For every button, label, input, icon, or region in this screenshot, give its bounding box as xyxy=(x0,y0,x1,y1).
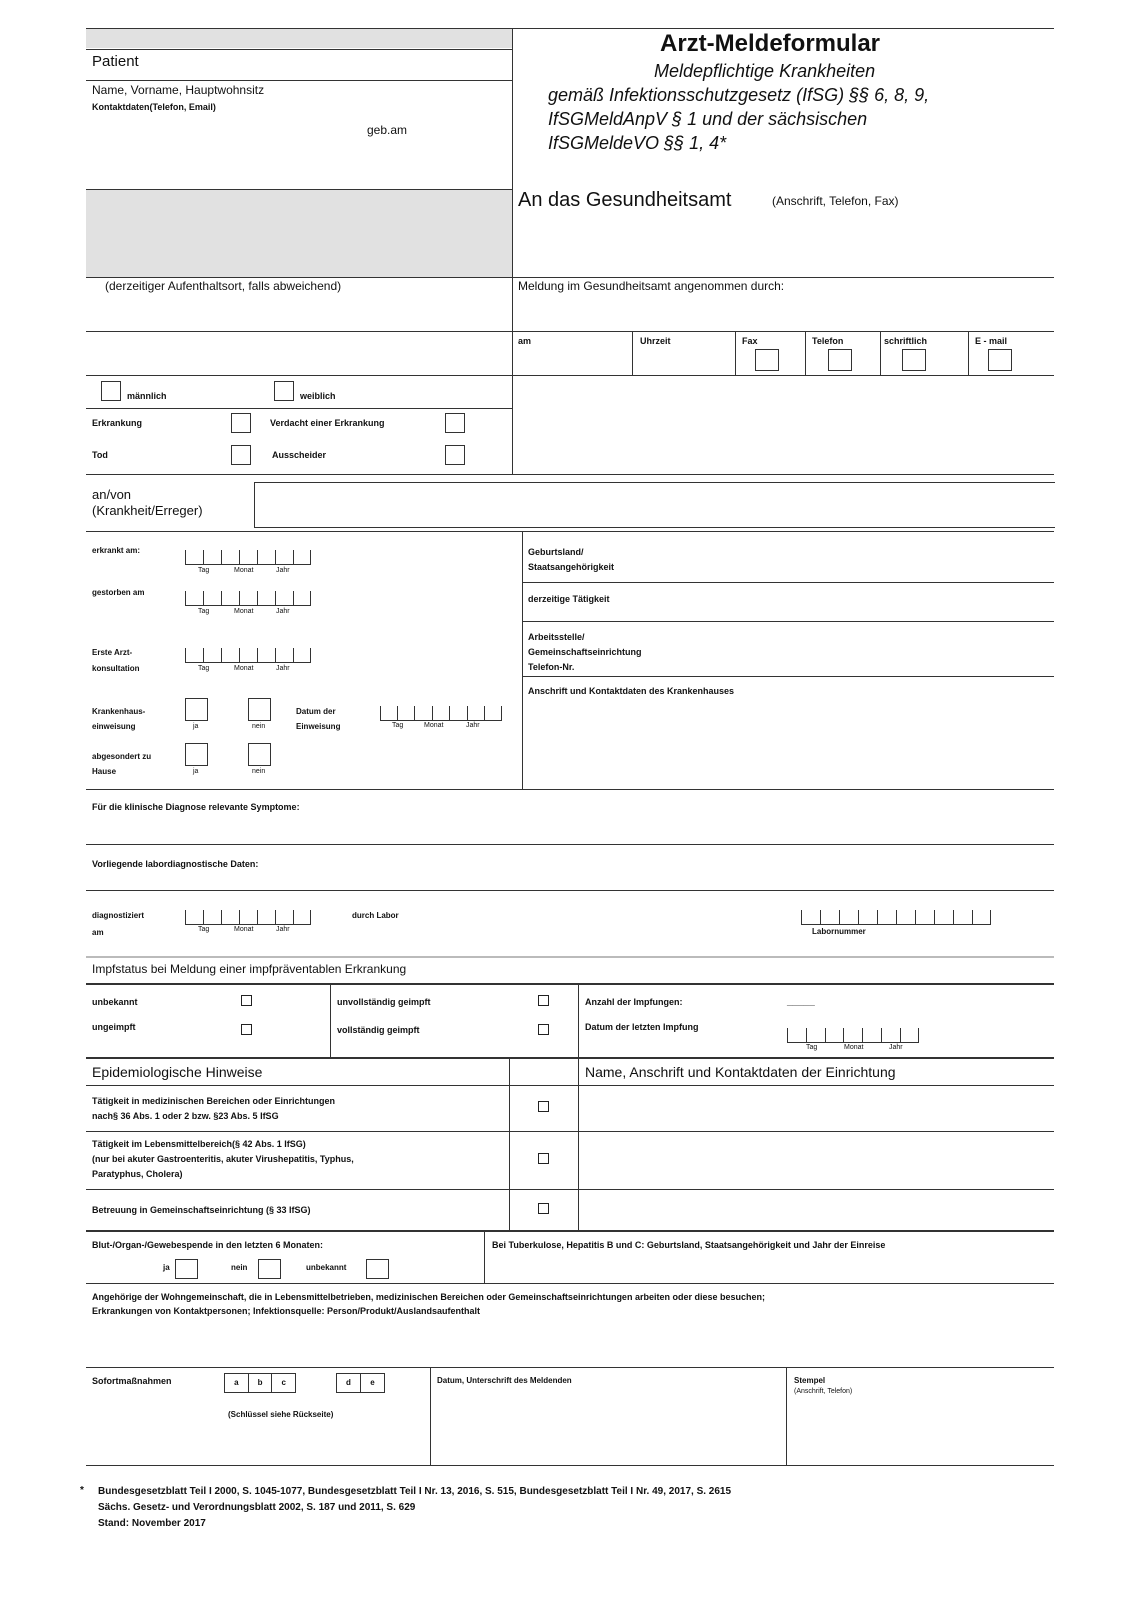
subtitle-line-3: IfSGMeldAnpV § 1 und der sächsischen xyxy=(548,109,868,129)
phone-checkbox[interactable] xyxy=(828,349,852,371)
food-label-2: (nur bei akuter Gastroenteritis, akuter Virushepatitis, Typhus, xyxy=(92,1154,354,1164)
year-label: Jahr xyxy=(276,567,290,574)
care-label: Betreuung in Gemeinschaftseinrichtung (§ 33 IfSG) xyxy=(92,1205,311,1215)
fax-checkbox[interactable] xyxy=(755,349,779,371)
count-label: Anzahl der Impfungen: xyxy=(585,997,683,1007)
diagnosed-label-2: am xyxy=(92,928,104,937)
key-note: (Schlüssel siehe Rückseite) xyxy=(228,1410,334,1419)
unknown-label: unbekannt xyxy=(92,997,138,1007)
col-fax: Fax xyxy=(742,336,758,346)
year-label: Jahr xyxy=(466,722,480,729)
admission-date-label-1: Datum der xyxy=(296,707,336,716)
died-on-date[interactable] xyxy=(185,583,311,606)
medical-label-2: nach§ 36 Abs. 1 oder 2 bzw. §23 Abs. 5 IfSG xyxy=(92,1111,279,1121)
col-phone: Telefon xyxy=(812,336,844,346)
unvaccinated-checkbox[interactable] xyxy=(241,1024,252,1035)
facility-heading: Name, Anschrift und Kontaktdaten der Einrichtung xyxy=(585,1064,896,1080)
vaccination-heading: Impfstatus bei Meldung einer impfpräventablen Erkrankung xyxy=(92,962,407,976)
measure-box-b[interactable]: b xyxy=(249,1374,273,1392)
hospital-label-1: Krankenhaus- xyxy=(92,707,146,716)
measure-box-c[interactable]: c xyxy=(281,1378,286,1387)
rule xyxy=(86,890,1054,891)
epidemiology-heading: Epidemiologische Hinweise xyxy=(92,1064,263,1080)
name-label: Name, Vorname, Hauptwohnsitz xyxy=(92,83,265,97)
health-office-sub: (Anschrift, Telefon, Fax) xyxy=(772,194,899,208)
first-consult-date[interactable] xyxy=(185,640,311,663)
birth-country-label-1: Geburtsland/ xyxy=(528,547,584,557)
rule xyxy=(86,956,1054,958)
suspicion-checkbox[interactable] xyxy=(445,413,465,433)
col-written: schriftlich xyxy=(884,336,928,346)
measures-label: Sofortmaßnahmen xyxy=(92,1376,172,1386)
illness-checkbox[interactable] xyxy=(231,413,251,433)
rule xyxy=(86,375,1054,376)
stamp-sub-label: (Anschrift, Telefon) xyxy=(794,1388,853,1395)
donation-label: Blut-/Organ-/Gewebespende in den letzten 6 Monaten: xyxy=(92,1240,324,1250)
isolated-yes-checkbox[interactable] xyxy=(185,743,208,766)
donation-unknown-label: unbekannt xyxy=(306,1263,347,1272)
household-label-2: Erkrankungen von Kontaktpersonen; Infektionsquelle: Person/Produkt/Auslandsaufenthalt xyxy=(92,1306,481,1316)
first-consult-label-2: konsultation xyxy=(92,664,140,673)
day-label: Tag xyxy=(198,665,210,672)
rule xyxy=(880,331,881,375)
measure-box-d[interactable]: d xyxy=(337,1374,361,1392)
rule xyxy=(805,331,806,375)
month-label: Monat xyxy=(234,567,254,574)
rule xyxy=(86,80,512,81)
no-label: nein xyxy=(252,723,266,730)
complete-label: vollständig geimpft xyxy=(337,1025,420,1035)
rule xyxy=(578,983,579,1057)
donation-yes-checkbox[interactable] xyxy=(175,1259,198,1279)
incomplete-label: unvollständig geimpft xyxy=(337,997,431,1007)
first-consult-label-1: Erste Arzt- xyxy=(92,648,133,657)
day-label: Tag xyxy=(392,722,404,729)
top-rule xyxy=(86,28,1054,29)
last-date-label: Datum der letzten Impfung xyxy=(585,1022,699,1032)
rule xyxy=(632,331,633,375)
admission-date[interactable] xyxy=(380,698,502,721)
admission-date-label-2: Einweisung xyxy=(296,722,341,731)
measure-box-a[interactable]: a xyxy=(225,1374,249,1392)
rule xyxy=(786,1367,787,1465)
email-checkbox[interactable] xyxy=(988,349,1012,371)
death-checkbox[interactable] xyxy=(231,445,251,465)
rule xyxy=(86,1189,1054,1190)
incomplete-checkbox[interactable] xyxy=(538,995,549,1006)
contact-label: Kontaktdaten(Telefon, Email) xyxy=(92,102,216,112)
rule xyxy=(86,1230,1054,1232)
rule xyxy=(86,189,512,190)
occupation-label: derzeitige Tätigkeit xyxy=(528,594,610,604)
signature-label: Datum, Unterschrift des Meldenden xyxy=(437,1376,572,1385)
footnote-line-3: Stand: November 2017 xyxy=(98,1518,206,1529)
rule xyxy=(86,408,512,409)
rule xyxy=(86,1131,1054,1132)
rule xyxy=(522,621,1054,622)
rule xyxy=(86,277,1054,278)
rule xyxy=(86,49,512,50)
workplace-label-1: Arbeitsstelle/ xyxy=(528,632,585,642)
donation-no-checkbox[interactable] xyxy=(258,1259,281,1279)
rule xyxy=(86,331,1054,332)
disease-label-2: (Krankheit/Erreger) xyxy=(92,503,203,518)
food-label-1: Tätigkeit im Lebensmittelbereich(§ 42 Abs. 1 IfSG) xyxy=(92,1139,306,1149)
carrier-checkbox[interactable] xyxy=(445,445,465,465)
rule xyxy=(522,582,1054,583)
subtitle-line-4: IfSGMeldeVO §§ 1, 4* xyxy=(548,133,727,153)
rule xyxy=(86,1283,1054,1284)
female-label: weiblich xyxy=(300,391,336,401)
medical-checkbox[interactable] xyxy=(538,1101,549,1112)
food-label-3: Paratyphus, Cholera) xyxy=(92,1169,183,1179)
rule xyxy=(509,1057,510,1230)
patient-header-shade xyxy=(86,28,512,48)
month-label: Monat xyxy=(234,665,254,672)
written-checkbox[interactable] xyxy=(902,349,926,371)
donation-yes-label: ja xyxy=(163,1263,170,1272)
rule xyxy=(522,531,523,789)
stamp-label: Stempel xyxy=(794,1376,826,1385)
disease-label-1: an/von xyxy=(92,487,132,502)
form-title: Arzt-Meldeformular xyxy=(660,30,881,57)
subtitle-line-2: gemäß Infektionsschutzgesetz (IfSG) §§ 6, 8, 9, xyxy=(548,85,930,105)
isolated-no-checkbox[interactable] xyxy=(248,743,271,766)
male-label: männlich xyxy=(127,391,167,401)
last-vaccination-date[interactable] xyxy=(787,1020,919,1043)
year-label: Jahr xyxy=(889,1044,903,1051)
birth-country-label-2: Staatsangehörigkeit xyxy=(528,562,615,572)
measures-boxes-abc[interactable] xyxy=(224,1373,296,1393)
birth-label: geb.am xyxy=(367,123,408,137)
patient-heading: Patient xyxy=(92,53,139,70)
health-office-label: An das Gesundheitsamt xyxy=(518,189,732,211)
diagnosed-date[interactable] xyxy=(185,902,311,925)
month-label: Monat xyxy=(234,608,254,615)
rule xyxy=(330,983,331,1057)
no-label: nein xyxy=(252,768,266,775)
rule xyxy=(86,844,1054,845)
care-checkbox[interactable] xyxy=(538,1203,549,1214)
disease-field[interactable] xyxy=(254,482,1055,528)
unvaccinated-label: ungeimpft xyxy=(92,1022,136,1032)
col-time: Uhrzeit xyxy=(640,336,671,346)
illness-label: Erkrankung xyxy=(92,418,143,428)
carrier-label: Ausscheider xyxy=(272,450,327,460)
day-label: Tag xyxy=(198,608,210,615)
rule xyxy=(484,1230,485,1283)
ill-on-date[interactable] xyxy=(185,542,311,565)
day-label: Tag xyxy=(198,567,210,574)
rule xyxy=(86,1085,1054,1086)
accepted-label: Meldung im Gesundheitsamt angenommen durch: xyxy=(518,279,785,293)
tb-label: Bei Tuberkulose, Hepatitis B und C: Geburtsland, Staatsangehörigkeit und Jahr der Einreise xyxy=(492,1240,886,1250)
unknown-checkbox[interactable] xyxy=(241,995,252,1006)
symptoms-label: Für die klinische Diagnose relevante Symptome: xyxy=(92,802,300,812)
complete-checkbox[interactable] xyxy=(538,1024,549,1035)
food-checkbox[interactable] xyxy=(538,1153,549,1164)
died-on-label: gestorben am xyxy=(92,588,145,597)
header-divider xyxy=(512,28,513,474)
rule xyxy=(578,1057,579,1230)
household-label-1: Angehörige der Wohngemeinschaft, die in Lebensmittelbetrieben, medizinischen Bereichen oder Gemeinschaftseinrichtungen arbeiten oder diese besuchen; xyxy=(92,1292,765,1302)
male-checkbox[interactable] xyxy=(101,381,121,401)
death-label: Tod xyxy=(92,450,108,460)
isolated-label-1: abgesondert zu xyxy=(92,752,152,761)
isolated-label-2: Hause xyxy=(92,767,117,776)
col-email: E - mail xyxy=(975,336,1008,346)
donation-unknown-checkbox[interactable] xyxy=(366,1259,389,1279)
hospital-yes-checkbox[interactable] xyxy=(185,698,208,721)
rule xyxy=(86,1367,1054,1368)
female-checkbox[interactable] xyxy=(274,381,294,401)
hospital-no-checkbox[interactable] xyxy=(248,698,271,721)
yes-label: ja xyxy=(193,723,199,730)
measures-boxes-de[interactable] xyxy=(336,1373,385,1393)
rule xyxy=(86,1057,1054,1059)
by-lab-label: durch Labor xyxy=(352,911,399,920)
day-label: Tag xyxy=(198,926,210,933)
patient-grey-block xyxy=(86,190,512,277)
year-label: Jahr xyxy=(276,608,290,615)
count-field[interactable]: _____ xyxy=(787,996,815,1007)
footnote-star: * xyxy=(80,1485,84,1496)
rule xyxy=(86,983,1054,985)
footnote-line-2: Sächs. Gesetz- und Verordnungsblatt 2002, S. 187 und 2011, S. 629 xyxy=(98,1502,416,1513)
residence-label: (derzeitiger Aufenthaltsort, falls abweichend) xyxy=(105,279,342,293)
rule xyxy=(735,331,736,375)
rule xyxy=(86,1465,1054,1466)
workplace-label-2: Gemeinschaftseinrichtung xyxy=(528,647,642,657)
lab-data-label: Vorliegende labordiagnostische Daten: xyxy=(92,859,259,869)
lab-number-field[interactable] xyxy=(801,902,991,925)
measure-box-e[interactable]: e xyxy=(370,1378,375,1387)
rule xyxy=(430,1367,431,1465)
month-label: Monat xyxy=(844,1044,864,1051)
suspicion-label: Verdacht einer Erkrankung xyxy=(270,418,385,428)
subtitle-line-1: Meldepflichtige Krankheiten xyxy=(654,61,876,81)
donation-no-label: nein xyxy=(231,1263,248,1272)
ill-on-label: erkrankt am: xyxy=(92,546,141,555)
rule xyxy=(86,474,1054,475)
hospital-label-2: einweisung xyxy=(92,722,136,731)
rule xyxy=(968,331,969,375)
rule xyxy=(522,676,1054,677)
workplace-label-3: Telefon-Nr. xyxy=(528,662,575,672)
month-label: Monat xyxy=(424,722,444,729)
rule xyxy=(86,531,1054,532)
col-am: am xyxy=(518,336,532,346)
year-label: Jahr xyxy=(276,665,290,672)
yes-label: ja xyxy=(193,768,199,775)
day-label: Tag xyxy=(806,1044,818,1051)
diagnosed-label-1: diagnostiziert xyxy=(92,911,145,920)
hospital-address-label: Anschrift und Kontaktdaten des Krankenhauses xyxy=(528,686,735,696)
lab-number-label: Labornummer xyxy=(812,927,866,936)
rule xyxy=(86,789,1054,790)
year-label: Jahr xyxy=(276,926,290,933)
month-label: Monat xyxy=(234,926,254,933)
footnote-line-1: Bundesgesetzblatt Teil I 2000, S. 1045-1077, Bundesgesetzblatt Teil I Nr. 13, 2016, S. 515, Bundesgesetzblatt Teil I Nr. 49, 2017, S. 2615 xyxy=(98,1486,732,1497)
medical-label-1: Tätigkeit in medizinischen Bereichen oder Einrichtungen xyxy=(92,1096,336,1106)
